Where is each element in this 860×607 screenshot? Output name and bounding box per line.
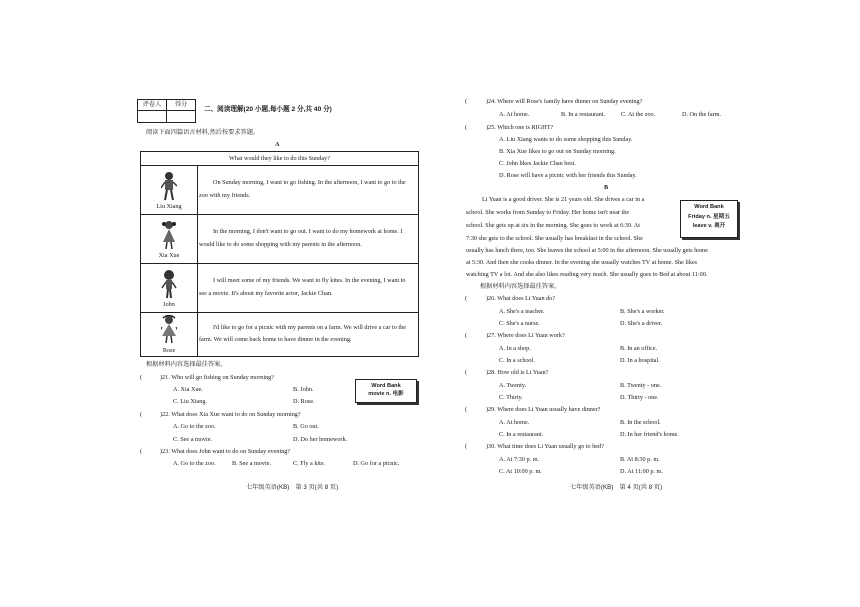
option[interactable]: D. Go for a picnic. xyxy=(353,460,400,467)
passage-b-line: school. She gets up at six in the morning. She goes to work at 6:30. At xyxy=(466,222,640,229)
option[interactable]: D. At 11:00 p. m. xyxy=(620,468,663,475)
answer-paren[interactable]: ( xyxy=(140,448,143,455)
word-bank-entry: movie n. 电影 xyxy=(368,391,404,398)
option[interactable]: C. Fly a kite. xyxy=(293,460,326,467)
option[interactable]: B. In an office. xyxy=(620,345,658,352)
row-text: In the morning, I don't want to go out. I want to do my homework at home. I would like to do some shopping with my parents in the afternoon. xyxy=(199,228,403,248)
table-row xyxy=(141,165,418,215)
word-bank-left xyxy=(355,379,417,403)
score-cell[interactable] xyxy=(167,111,196,123)
girl-icon xyxy=(161,315,177,345)
boy-icon xyxy=(161,269,177,299)
person-picture xyxy=(141,214,198,263)
answer-paren[interactable]: ( xyxy=(465,98,468,105)
row-text: I will meet some of my friends. We want to fly kites. In the evening, I want to see a movie. It's about my favorite actor, Jackie Chan. xyxy=(199,277,406,297)
passage-b-line: school. She works from Sunday to Friday. Her home isn't near the xyxy=(466,209,630,216)
reviewer-cell[interactable] xyxy=(138,111,167,123)
word-bank-title: Word Bank xyxy=(694,204,724,210)
option[interactable]: B. Go out. xyxy=(293,423,319,430)
option[interactable]: C. She's a nurse. xyxy=(499,320,540,327)
table-row xyxy=(141,214,418,264)
option[interactable]: A. Liu Xiang wants to do some shopping this Sunday. xyxy=(499,136,633,143)
person-name: Rose xyxy=(162,346,176,354)
answer-paren[interactable]: ( xyxy=(465,124,468,131)
option[interactable]: C. At 10:00 p. m. xyxy=(499,468,542,475)
option[interactable]: A. At 7:30 p. m. xyxy=(499,456,540,463)
option[interactable]: A. Xia Xue. xyxy=(173,386,203,393)
option[interactable]: C. See a movie. xyxy=(173,436,213,443)
option[interactable]: B. Xia Xue likes to go out on Sunday morning. xyxy=(499,148,616,155)
option[interactable]: D. In a hospital. xyxy=(620,357,660,364)
option[interactable]: A. At home. xyxy=(499,111,530,118)
option[interactable]: B. In a restaurant. xyxy=(561,111,606,118)
passage-a-letter: A xyxy=(275,141,280,148)
row-text: On Sunday morning, I want to go fishing. In the afternoon, I want to go to the zoo with my friends. xyxy=(199,179,406,199)
select-instruction-right: 根据材料内容选择最佳答案。 xyxy=(480,283,561,290)
person-picture xyxy=(141,165,198,214)
option[interactable]: D. Rose will have a picnic with her friends this Sunday. xyxy=(499,172,637,179)
answer-paren[interactable]: ( xyxy=(465,369,468,376)
table-row xyxy=(141,312,418,356)
question-stem: )23. What does John want to do on Sunday evening? xyxy=(160,448,291,455)
person-name: Xia Xue xyxy=(158,251,180,259)
option[interactable]: C. In a restaurant. xyxy=(499,431,544,438)
row-text: I'd like to go for a picnic with my parents on a farm. We will drive a car to the farm. We will come back home to have dinner in the evening. xyxy=(199,323,406,343)
page-footer-right: 七年级英语(KB) 第 4 页(共 8 页) xyxy=(570,484,663,491)
passage-b-line: watching TV a lot. And she also likes reading very much. She usually goes to Bed at about 11:00. xyxy=(466,271,708,278)
person-picture xyxy=(141,263,198,312)
question-stem: )27. Where does Li Yuan work? xyxy=(486,332,565,339)
option[interactable]: C. Liu Xiang. xyxy=(173,398,208,405)
passage-b-line: 7:30 she gets to the school. She usually has breakfast in the school. She xyxy=(466,235,643,242)
option[interactable]: C. In a school. xyxy=(499,357,535,364)
option[interactable]: A. She's a teacher. xyxy=(499,308,545,315)
question-stem: )26. What does Li Yuan do? xyxy=(486,295,556,302)
person-name: Liu Xiang xyxy=(156,202,182,210)
option[interactable]: B. She's a worker. xyxy=(620,308,665,315)
person-picture xyxy=(141,312,198,356)
word-bank-entry: leave v. 离开 xyxy=(692,223,726,229)
question-stem: )28. How old is Li Yuan? xyxy=(486,369,549,376)
answer-paren[interactable]: ( xyxy=(465,443,468,450)
boy-icon xyxy=(161,171,177,201)
passage-b-line: usually has lunch there, too. She leaves the school at 5:00 in the afternoon. She usually gets home xyxy=(466,247,708,254)
passage-b-letter: B xyxy=(604,184,609,191)
question-stem: )30. What time does Li Yuan usually go to bed? xyxy=(486,443,604,450)
word-bank-title: Word Bank xyxy=(371,383,401,389)
option[interactable]: D. She's a driver. xyxy=(620,320,663,327)
answer-paren[interactable]: ( xyxy=(465,295,468,302)
option[interactable]: C. At the zoo. xyxy=(621,111,656,118)
option[interactable]: D. Thirty - one. xyxy=(620,394,659,401)
passage-b-line: at 5:30. And then she cooks dinner. In the evening she usually watches TV at home. She likes xyxy=(466,259,698,266)
question-stem: )24. Where will Rose's family have dinner on Sunday evening? xyxy=(486,98,643,105)
table-row xyxy=(141,263,418,313)
section-title: 二、阅读理解(20 小题,每小题 2 分,共 40 分) xyxy=(204,106,332,113)
select-instruction: 根据材料内容选择最佳答案。 xyxy=(146,361,227,368)
question-stem: )29. Where does Li Yuan usually have dinner? xyxy=(486,406,601,413)
option[interactable]: D. Do her homework. xyxy=(293,436,348,443)
answer-paren[interactable]: ( xyxy=(140,411,143,418)
table-header: What would they like to do this Sunday? xyxy=(141,152,418,166)
reading-instruction: 阅读下面四篇语言材料,然后按要求答题。 xyxy=(146,129,260,136)
page-footer-left: 七年级英语(KB) 第 3 页(共 8 页) xyxy=(246,484,339,491)
option[interactable]: D. In her friend's home. xyxy=(620,431,679,438)
option[interactable]: A. At home. xyxy=(499,419,530,426)
answer-paren[interactable]: ( xyxy=(140,374,143,381)
option[interactable]: A. Go to the zoo. xyxy=(173,423,216,430)
word-bank-entry: Friday n. 星期五 xyxy=(688,213,730,220)
option[interactable]: B. See a movie. xyxy=(232,460,272,467)
question-stem: )21. Who will go fishing on Sunday morning? xyxy=(160,374,275,381)
option[interactable]: C. Thirty. xyxy=(499,394,523,401)
question-stem: )25. Which one is RIGHT? xyxy=(486,124,554,131)
option[interactable]: A. Go to the zoo. xyxy=(173,460,216,467)
option[interactable]: C. John likes Jackie Chan best. xyxy=(499,160,576,167)
option[interactable]: B. Twenty - one. xyxy=(620,382,662,389)
activities-table xyxy=(140,151,419,357)
reviewer-label: 评卷人 xyxy=(138,100,167,111)
passage-b-line: Li Yuan is a good driver. She is 21 years old. She drives a car in a xyxy=(482,196,645,203)
option[interactable]: B. In the school. xyxy=(620,419,661,426)
answer-paren[interactable]: ( xyxy=(465,406,468,413)
option[interactable]: B. At 8:30 p. m. xyxy=(620,456,660,463)
option[interactable]: A. Twenty. xyxy=(499,382,527,389)
question-stem: )22. What does Xia Xue want to do on Sunday morning? xyxy=(160,411,301,418)
score-label: 得分 xyxy=(167,100,196,111)
answer-paren[interactable]: ( xyxy=(465,332,468,339)
score-box xyxy=(137,99,196,123)
person-name: John xyxy=(163,300,175,308)
option[interactable]: D. On the farm. xyxy=(682,111,722,118)
option[interactable]: D. Rose. xyxy=(293,398,315,405)
option[interactable]: A. In a shop. xyxy=(499,345,531,352)
word-bank-right xyxy=(680,200,738,238)
girl-icon xyxy=(161,220,177,250)
option[interactable]: B. John. xyxy=(293,386,314,393)
